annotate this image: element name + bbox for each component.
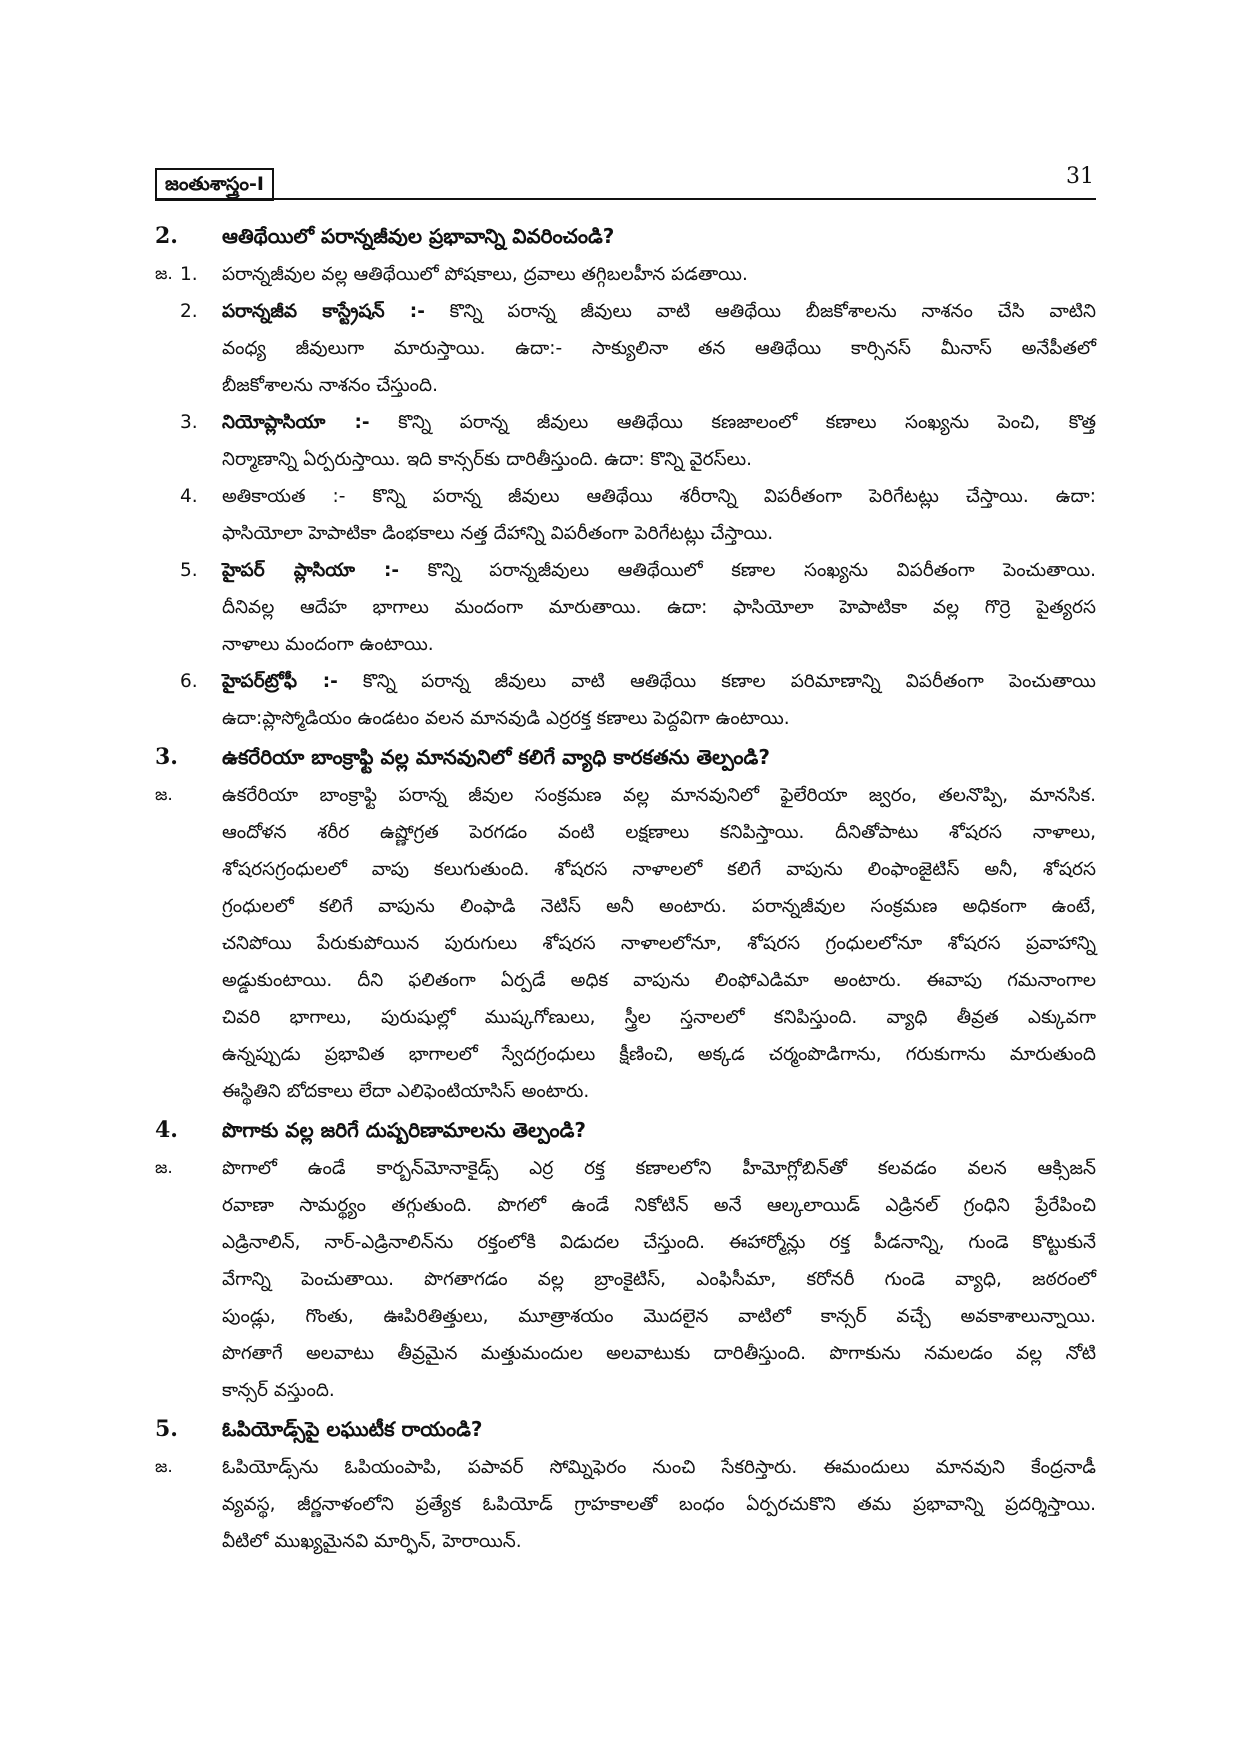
question-number: 2. bbox=[155, 223, 178, 249]
answer-marker: జ. bbox=[155, 785, 173, 805]
answer-text: గ్రంధులలో కలిగే వాపును లింఫాడి నెటిస్ అనీ అంటారు. పరాన్నజీవుల సంక్రమణ అధికంగా ఉంటే, bbox=[222, 896, 1096, 917]
answer-marker: జ. bbox=[155, 264, 173, 284]
item-text: బీజకోశాలను నాశనం చేస్తుంది. bbox=[222, 375, 438, 396]
answer-line bbox=[0, 1150, 1241, 1187]
item-text: కొన్ని పరాన్నజీవులు ఆతిథేయిలో కణాల సంఖ్యను విపరీతంగా పెంచుతాయి. bbox=[427, 560, 1096, 581]
item-number: 3. bbox=[180, 412, 198, 433]
answer-line bbox=[0, 589, 1241, 626]
item-text: కొన్ని పరాన్న జీవులు ఆతిథేయి కణజాలంలో కణాలు సంఖ్యను పెంచి, కొత్త bbox=[398, 412, 1096, 433]
answer-line bbox=[0, 256, 1241, 293]
question-4 bbox=[0, 1110, 1241, 1150]
answer-text: పొగాలో ఉండే కార్బన్‌మోనాకైడ్స్ ఎర్ర రక్త కణాలలోని హీమోగ్లోబిన్‌తో కలవడం వలన ఆక్సిజన్ bbox=[222, 1158, 1096, 1179]
item-term: హైపర్‌ట్రోఫీ :- bbox=[222, 671, 338, 692]
answer-text: చివరి భాగాలు, పురుషుల్లో ముష్కగోణులు, స్త్రీల స్తనాలలో కనిపిస్తుంది. వ్యాధి తీవ్రత ఎక్కువగా bbox=[222, 1007, 1096, 1028]
answer-line bbox=[0, 1449, 1241, 1486]
answer-line bbox=[0, 552, 1241, 589]
answer-text: ఎడ్రినాలిన్, నార్-ఎడ్రినాలిన్‌ను రక్తంలోకి విడుదల చేస్తుంది. ఈహార్మోన్లు రక్త పీడనాన్ని, గుండె కొట్టుకునే bbox=[222, 1232, 1096, 1253]
answer-text: కాన్సర్ వస్తుంది. bbox=[222, 1380, 335, 1401]
answer-text: ఉన్నప్పుడు ప్రభావిత భాగాలలో స్వేదగ్రంధులు క్షీణించి, అక్కడ చర్మంపొడిగాను, గరుకుగాను మారుతుంది bbox=[222, 1044, 1096, 1065]
answer-line bbox=[0, 962, 1241, 999]
question-number: 5. bbox=[155, 1416, 178, 1442]
answer-line bbox=[0, 1486, 1241, 1523]
answer-line bbox=[0, 925, 1241, 962]
answer-text: వేగాన్ని పెంచుతాయి. పొగతాగడం వల్ల బ్రాంకైటిస్, ఎంఫిసీమా, కరోనరీ గుండె వ్యాధి, జఠరంలో bbox=[222, 1269, 1096, 1290]
item-text: అతికాయత :- కొన్ని పరాన్న జీవులు ఆతిథేయి శరీరాన్ని విపరీతంగా పెరిగేటట్లు చేస్తాయి. ఉదా: bbox=[222, 486, 1096, 507]
answer-text: శోషరసగ్రంధులలో వాపు కలుగుతుంది. శోషరస నాళాలలో కలిగే వాపును లింఫాంజైటిస్ అనీ, శోషరస bbox=[222, 859, 1096, 880]
answer-line bbox=[0, 1261, 1241, 1298]
answer-marker: జ. bbox=[155, 1158, 173, 1178]
question-2 bbox=[0, 216, 1241, 256]
item-text: దీనివల్ల ఆదేహ భాగాలు మందంగా మారుతాయి. ఉదా: ఫాసియోలా హెపాటికా వల్ల గొర్రె పైత్యరస bbox=[222, 597, 1096, 618]
answer-line bbox=[0, 1073, 1241, 1110]
answer-text: ఆందోళన శరీర ఉష్ణోగ్రత పెరగడం వంటి లక్షణాలు కనిపిస్తాయి. దీనితోపాటు శోషరస నాళాలు, bbox=[222, 822, 1096, 843]
answer-line bbox=[0, 478, 1241, 515]
answer-text: రవాణా సామర్థ్యం తగ్గుతుంది. పొగలో ఉండే నికోటిన్ అనే ఆల్కలాయిడ్ ఎడ్రినల్ గ్రంధిని ప్రేరేపించి bbox=[222, 1195, 1096, 1216]
answer-line bbox=[0, 515, 1241, 552]
item-text: వంధ్య జీవులుగా మారుస్తాయి. ఉదా:- సాక్యులినా తన ఆతిథేయి కార్సినస్ మీనాస్ అనేపీతలో bbox=[222, 338, 1096, 359]
answer-line bbox=[0, 367, 1241, 404]
answer-line bbox=[0, 999, 1241, 1036]
content bbox=[0, 216, 1241, 1560]
item-text: ఫాసియోలా హెపాటికా డింభకాలు నత్త దేహాన్ని విపరీతంగా పెరిగేటట్లు చేస్తాయి. bbox=[222, 523, 774, 544]
item-number: 6. bbox=[180, 671, 198, 692]
question-number: 3. bbox=[155, 744, 178, 770]
item-text: కొన్ని పరాన్న జీవులు వాటి ఆతిథేయి బీజకోశాలను నాశనం చేసి వాటిని bbox=[449, 301, 1096, 322]
answer-text: పుండ్లు, గొంతు, ఊపిరితిత్తులు, మూత్రాశయం మొదలైన వాటిలో కాన్సర్ వచ్చే అవకాశాలున్నాయి. bbox=[222, 1306, 1096, 1327]
answer-line bbox=[0, 1036, 1241, 1073]
answer-text: వ్యవస్థ, జీర్ణనాళంలోని ప్రత్యేక ఓపియోడ్ గ్రాహకాలతో బంధం ఏర్పరచుకొని తమ ప్రభావాన్ని ప్రదర్శిస్తాయి. bbox=[222, 1494, 1096, 1515]
item-text: పరాన్నజీవుల వల్ల ఆతిథేయిలో పోషకాలు, ద్రవాలు తగ్గిబలహీన పడతాయి. bbox=[222, 264, 748, 285]
running-header-title: జంతుశాస్త్రం-I bbox=[155, 168, 274, 201]
answer-line bbox=[0, 1187, 1241, 1224]
answer-text: ఉకరేరియా బాంక్రాఫ్టి పరాన్న జీవుల సంక్రమణ వల్ల మానవునిలో ఫైలేరియా జ్వరం, తలనొప్పి, మానసిక. bbox=[222, 785, 1096, 806]
item-number: 5. bbox=[180, 560, 198, 581]
answer-text: అడ్డుకుంటాయి. దీని ఫలితంగా ఏర్పడే అధిక వాపును లింఫోఎడిమా అంటారు. ఈవాపు గమనాంగాల bbox=[222, 970, 1096, 991]
item-number: 4. bbox=[180, 486, 198, 507]
answer-line bbox=[0, 700, 1241, 737]
question-text: ఓపియోడ్స్‌పై లఘుటీక రాయండి? bbox=[222, 1417, 483, 1441]
item-text: ఉదా:ప్లాస్మోడియం ఉండటం వలన మానవుడి ఎర్రరక్త కణాలు పెద్దవిగా ఉంటాయి. bbox=[222, 708, 790, 729]
answer-line bbox=[0, 404, 1241, 441]
answer-line bbox=[0, 1224, 1241, 1261]
item-term: నియోప్లాసియా :- bbox=[222, 412, 370, 433]
question-text: ఉకరేరియా బాంక్రాఫ్టి వల్ల మానవునిలో కలిగే వ్యాధి కారకతను తెల్పండి? bbox=[222, 745, 770, 769]
item-text: నాళాలు మందంగా ఉంటాయి. bbox=[222, 634, 434, 655]
answer-marker: జ. bbox=[155, 1457, 173, 1477]
answer-line bbox=[0, 1298, 1241, 1335]
answer-line bbox=[0, 441, 1241, 478]
answer-line bbox=[0, 293, 1241, 330]
answer-line bbox=[0, 626, 1241, 663]
question-3 bbox=[0, 737, 1241, 777]
item-number: 2. bbox=[180, 301, 198, 322]
answer-text: పొగతాగే అలవాటు తీవ్రమైన మత్తుమందుల అలవాటుకు దారితీస్తుంది. పొగాకును నమలడం వల్ల నోటి bbox=[222, 1343, 1096, 1364]
question-number: 4. bbox=[155, 1117, 178, 1143]
answer-line bbox=[0, 851, 1241, 888]
item-term: హైపర్ ప్లాసియా :- bbox=[222, 560, 400, 581]
answer-text: వీటిలో ముఖ్యమైనవి మార్ఫిన్, హెరాయిన్. bbox=[222, 1531, 522, 1552]
question-5 bbox=[0, 1409, 1241, 1449]
answer-text: ఓపియోడ్స్‌ను ఓపియంపాపి, పపావర్ సోమ్నిఫెరం నుంచి సేకరిస్తారు. ఈమందులు మానవుని కేంద్రనాడీ bbox=[222, 1457, 1096, 1478]
answer-text: ఈస్థితిని బోదకాలు లేదా ఎలిఫెంటియాసిస్ అంటారు. bbox=[222, 1081, 590, 1102]
answer-line bbox=[0, 663, 1241, 700]
item-text: నిర్మాణాన్ని ఏర్పరుస్తాయి. ఇది కాన్సర్‌కు దారితీస్తుంది. ఉదా: కొన్ని వైరస్‌లు. bbox=[222, 449, 752, 470]
answer-line bbox=[0, 1523, 1241, 1560]
answer-line bbox=[0, 1335, 1241, 1372]
answer-line bbox=[0, 777, 1241, 814]
answer-text: చనిపోయి పేరుకుపోయిన పురుగులు శోషరస నాళాలలోనూ, శోషరస గ్రంధులలోనూ శోషరస ప్రవాహాన్ని bbox=[222, 933, 1096, 954]
answer-line bbox=[0, 1372, 1241, 1409]
answer-line bbox=[0, 888, 1241, 925]
answer-line bbox=[0, 814, 1241, 851]
item-term: పరాన్నజీవ కాస్ట్రేషన్ :- bbox=[222, 301, 425, 322]
item-text: కొన్ని పరాన్న జీవులు వాటి ఆతిథేయి కణాల పరిమాణాన్ని విపరీతంగా పెంచుతాయి bbox=[362, 671, 1096, 692]
answer-line bbox=[0, 330, 1241, 367]
item-number: 1. bbox=[180, 264, 198, 285]
page-number: 31 bbox=[1066, 164, 1094, 189]
header-rule bbox=[155, 198, 1096, 200]
question-text: పొగాకు వల్ల జరిగే దుష్పరిణామాలను తెల్పండి? bbox=[222, 1118, 586, 1142]
question-text: ఆతిథేయిలో పరాన్నజీవుల ప్రభావాన్ని వివరించండి? bbox=[222, 224, 615, 248]
